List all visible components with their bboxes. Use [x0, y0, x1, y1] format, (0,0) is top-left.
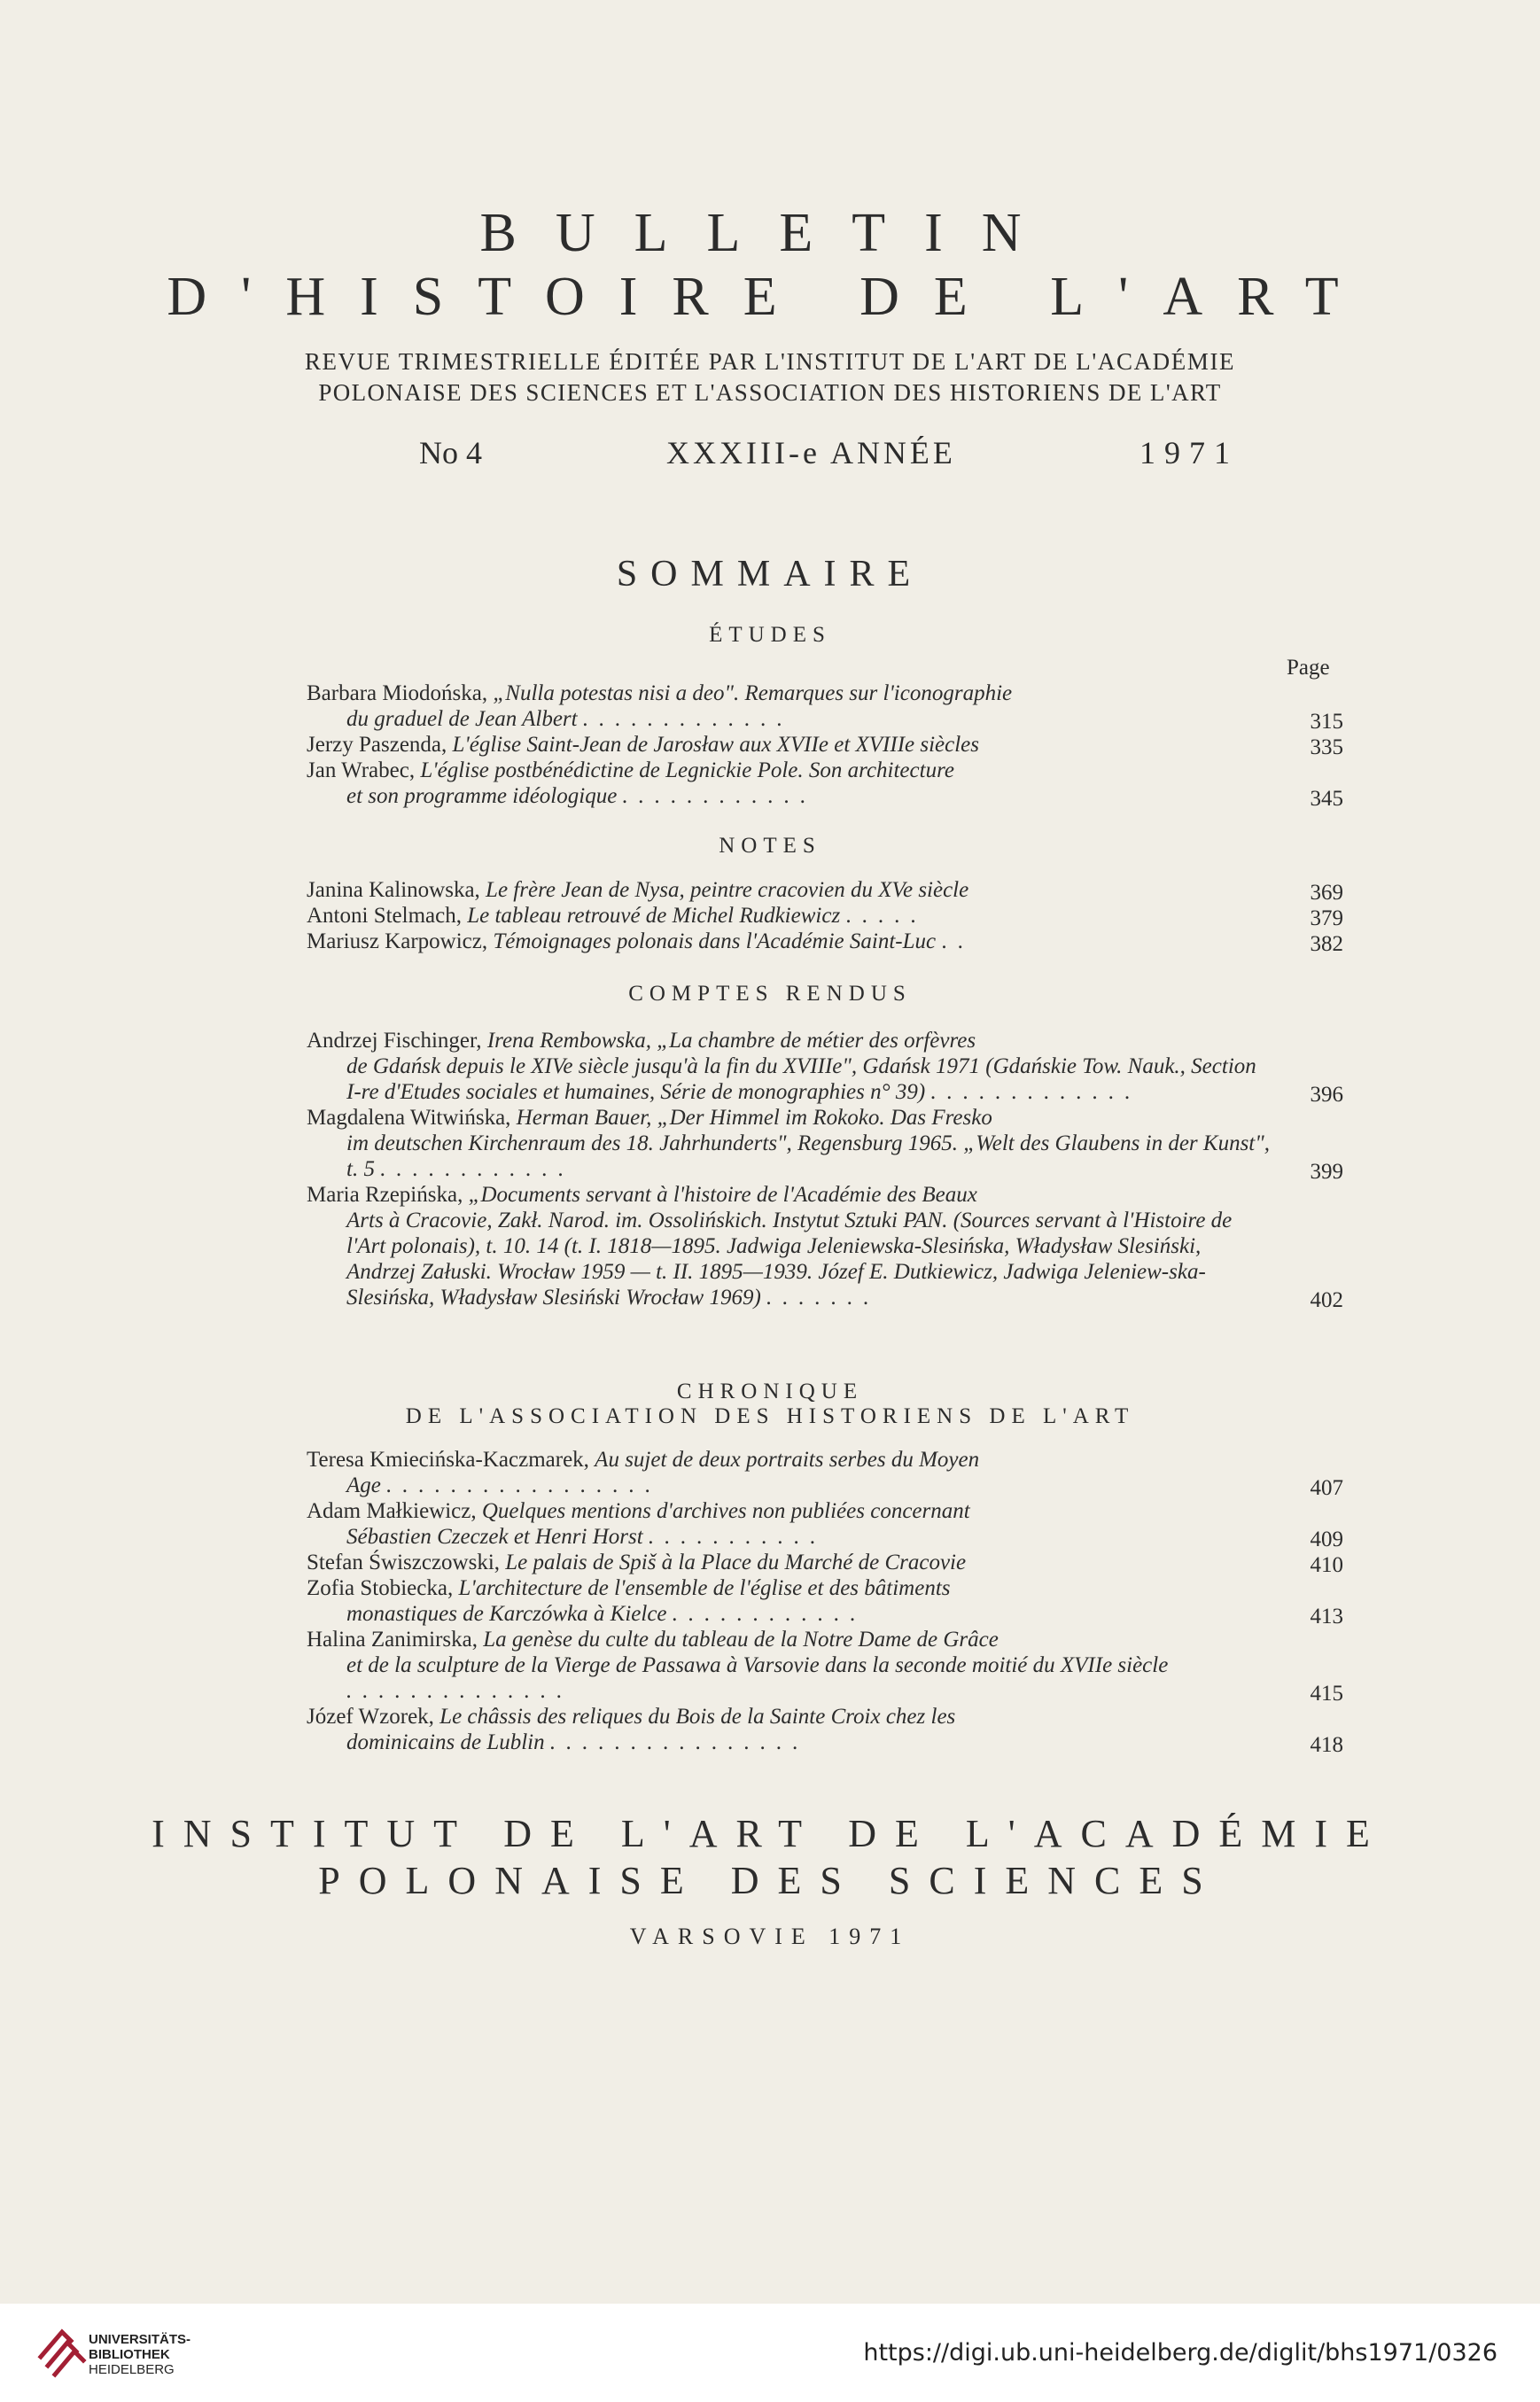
- entry-title-continued: dominicains de Lublin: [346, 1730, 545, 1754]
- journal-title: BULLETIN: [479, 203, 1061, 263]
- entry-author: Jerzy Paszenda,: [307, 733, 447, 757]
- entry-author: Adam Małkiewicz,: [307, 1499, 477, 1523]
- toc-entry[interactable]: Adam Małkiewicz, Quelques mentions d'archives non publiées concernant Sébastien Czeczek et Henri Horst ........... 409: [307, 1499, 1343, 1551]
- entry-page: 335: [1310, 735, 1343, 759]
- entry-title-continued: du graduel de Jean Albert: [346, 707, 578, 731]
- section-heading-comptes-rendus: COMPTES RENDUS: [628, 982, 912, 1006]
- toc-entry[interactable]: Maria Rzepińska, „Documents servant à l'histoire de l'Académie des Beaux Arts à Cracovie, Zakł. Narod. im. Ossolińskich. Instytut Sztuki PAN. (Sources servant à l'Histoire de l'Art polonais), t. 10. 14 (t. I. 1818—1895. Jadwiga Jeleniewska-Slesińska, Władysław Slesiński, Andrzej Załuski. Wrocław 1959 — t. II. 1895—1939. Józef E. Dutkiewicz, Jadwiga Jeleniew-ska-Slesińska, Władysław Slesiński Wrocław 1969) ....... 402: [307, 1183, 1343, 1312]
- entry-author: Barbara Miodońska,: [307, 681, 488, 705]
- entry-title-continued: im deutschen Kirchenraum des 18. Jahrhunderts", Regensburg 1965. „Welt des Glaubens in der Kunst", t. 5: [346, 1131, 1270, 1181]
- entry-title: Quelques mentions d'archives non publiées concernant: [481, 1499, 970, 1523]
- entry-page: 418: [1310, 1733, 1343, 1757]
- entry-title: L'église postbénédictine de Legnickie Pole. Son architecture: [420, 758, 954, 782]
- entry-title: „Documents servant à l'histoire de l'Académie des Beaux: [468, 1183, 977, 1207]
- entry-title-continued: de Gdańsk depuis le XIVe siècle jusqu'à la fin du XVIIIe", Gdańsk 1971 (Gdańskie Tow. Nauk., Section I-re d'Etudes sociales et humaines, Série de monographies n° 39): [346, 1054, 1256, 1104]
- toc-entry[interactable]: [307, 1550, 1343, 1575]
- entry-title: Témoignages polonais dans l'Académie Saint-Luc: [493, 929, 937, 953]
- toc-entry[interactable]: Zofia Stobiecka, L'architecture de l'ensemble de l'église et des bâtiments monastiques de Karczówka à Kielce ............ 413: [307, 1576, 1343, 1629]
- entry-page: 413: [1310, 1605, 1343, 1629]
- entry-title: La genèse du culte du tableau de la Notre Dame de Grâce: [483, 1628, 999, 1652]
- entry-author: Mariusz Karpowicz,: [307, 929, 488, 953]
- entry-title-continued: monastiques de Karczówka à Kielce: [346, 1602, 667, 1626]
- toc-entry[interactable]: [307, 732, 1343, 758]
- issue-date: 1971: [1139, 435, 1239, 470]
- journal-title-line2: D'HISTOIRE DE L'ART: [167, 267, 1373, 327]
- entry-title-continued: et son programme idéologique: [346, 784, 618, 808]
- entry-page: 399: [1310, 1160, 1343, 1184]
- library-name-line2: BIBLIOTHEK: [89, 2347, 170, 2362]
- entry-title: Herman Bauer, „Der Himmel im Rokoko. Das Fresko: [516, 1106, 992, 1130]
- entry-author: Janina Kalinowska,: [307, 878, 480, 902]
- entry-page: 409: [1310, 1527, 1343, 1551]
- toc-entry[interactable]: Mariusz Karpowicz, Témoignages polonais dans l'Académie Saint-Luc .. 382: [307, 929, 1343, 956]
- toc-entry[interactable]: Jan Wrabec, L'église postbénédictine de Legnickie Pole. Son architecture et son programme idéologique ............ 345: [307, 758, 1343, 811]
- entry-author: Jan Wrabec,: [307, 758, 416, 782]
- entry-page: 396: [1310, 1083, 1343, 1107]
- entry-author: Stefan Świszczowski,: [307, 1551, 501, 1574]
- entry-title: L'église Saint-Jean de Jarosław aux XVIIe et XVIIIe siècles: [452, 733, 980, 757]
- publisher-line1: INSTITUT DE L'ART DE L'ACADÉMIE: [152, 1812, 1388, 1855]
- entry-title: Irena Rembowska, „La chambre de métier des orfèvres: [486, 1029, 976, 1053]
- entry-author: Zofia Stobiecka,: [307, 1576, 454, 1600]
- toc-comptes-rendus: [307, 1028, 1343, 1310]
- toc-chronique: [307, 1447, 1343, 1755]
- publisher-line2: POLONAISE DES SCIENCES: [318, 1859, 1222, 1902]
- entry-page: 402: [1310, 1288, 1343, 1312]
- toc-entry[interactable]: Andrzej Fischinger, Irena Rembowska, „La chambre de métier des orfèvres de Gdańsk depuis le XIVe siècle jusqu'à la fin du XVIIIe", Gdańsk 1971 (Gdańskie Tow. Nauk., Section I-re d'Etudes sociales et humaines, Série de monographies n° 39) ............. 396: [307, 1029, 1343, 1107]
- entry-title-continued: et de la sculpture de la Vierge de Passawa à Varsovie dans la seconde moitié du XVIIe siècle: [346, 1653, 1169, 1677]
- entry-author: Józef Wzorek,: [307, 1705, 434, 1729]
- entry-title: Au sujet de deux portraits serbes du Moyen: [595, 1448, 980, 1472]
- entry-author: Magdalena Witwińska,: [307, 1106, 511, 1130]
- entry-page: 415: [1310, 1682, 1343, 1706]
- entry-title: Le palais de Spiš à la Place du Marché de Cracovie: [505, 1551, 967, 1574]
- entry-title: Le frère Jean de Nysa, peintre cracovien du XVe siècle: [486, 878, 969, 902]
- toc-entry[interactable]: Magdalena Witwińska, Herman Bauer, „Der Himmel im Rokoko. Das Fresko im deutschen Kirchenraum des 18. Jahrhunderts", Regensburg 1965. „Welt des Glaubens in der Kunst", t. 5 ............ 399: [307, 1106, 1343, 1184]
- toc-entry[interactable]: Antoni Stelmach, Le tableau retrouvé de Michel Rudkiewicz ..... 379: [307, 904, 1343, 930]
- entry-author: Halina Zanimirska,: [307, 1628, 478, 1652]
- entry-author: Teresa Kmiecińska-Kaczmarek,: [307, 1448, 589, 1472]
- entry-author: Andrzej Fischinger,: [307, 1029, 482, 1053]
- entry-author: Maria Rzepińska,: [307, 1183, 463, 1207]
- library-name: [89, 2332, 191, 2377]
- library-name-line1: UNIVERSITÄTS-: [89, 2332, 191, 2347]
- journal-subtitle-line2: POLONAISE DES SCIENCES ET L'ASSOCIATION DES HISTORIENS DE L'ART: [318, 379, 1222, 406]
- section-heading-etudes: ÉTUDES: [709, 623, 831, 647]
- section-heading-notes: NOTES: [719, 834, 821, 858]
- issue-number: No 4: [419, 435, 482, 470]
- toc-entry[interactable]: Halina Zanimirska, La genèse du culte du tableau de la Notre Dame de Grâce et de la sculpture de la Vierge de Passawa à Varsovie dans la seconde moitié du XVIIe siècle .............. 415: [307, 1628, 1343, 1706]
- entry-title: Le tableau retrouvé de Michel Rudkiewicz: [467, 904, 841, 928]
- entry-page: 369: [1310, 881, 1343, 905]
- footer-bar: [0, 2304, 1540, 2402]
- toc-etudes: [307, 680, 1343, 809]
- entry-title-continued: Arts à Cracovie, Zakł. Narod. im. Ossolińskich. Instytut Sztuki PAN. (Sources servant à l'Histoire de l'Art polonais), t. 10. 14 (t. I. 1818—1895. Jadwiga Jeleniewska-Slesińska, Władysław Slesiński, Andrzej Załuski. Wrocław 1959 — t. II. 1895—1939. Józef E. Dutkiewicz, Jadwiga Jeleniew-ska-Slesińska, Władysław Slesiński Wrocław 1969): [346, 1209, 1233, 1310]
- toc-entry[interactable]: Józef Wzorek, Le châssis des reliques du Bois de la Sainte Croix chez les dominicains de Lublin ................ 418: [307, 1705, 1343, 1757]
- section-heading-chronique-line2: DE L'ASSOCIATION DES HISTORIENS DE L'ART: [405, 1404, 1135, 1428]
- section-heading-chronique: CHRONIQUE: [676, 1380, 864, 1403]
- entry-title: Le châssis des reliques du Bois de la Sainte Croix chez les: [439, 1705, 956, 1729]
- toc-entry[interactable]: Barbara Miodońska, „Nulla potestas nisi a deo". Remarques sur l'iconographie du graduel de Jean Albert ............. 315: [307, 681, 1343, 734]
- entry-title-continued: Sébastien Czeczek et Henri Horst: [346, 1525, 643, 1549]
- entry-page: 410: [1310, 1553, 1343, 1577]
- publisher-place: VARSOVIE 1971: [629, 1924, 911, 1949]
- source-url-link[interactable]: https://digi.ub.uni-heidelberg.de/diglit/bhs1971/0326: [863, 2339, 1497, 2367]
- page-column-label: Page: [1287, 656, 1330, 680]
- entry-page: 315: [1310, 710, 1343, 734]
- entry-page: 382: [1310, 932, 1343, 956]
- issue-year: XXXIII-e ANNÉE: [666, 435, 956, 470]
- entry-title: „Nulla potestas nisi a deo". Remarques sur l'iconographie: [493, 681, 1013, 705]
- entry-title-continued: Age: [346, 1473, 381, 1497]
- entry-author: Antoni Stelmach,: [307, 904, 462, 928]
- library-logo-icon: [35, 2325, 89, 2380]
- entry-page: 345: [1310, 787, 1343, 811]
- toc-notes: [307, 877, 1343, 954]
- journal-subtitle-line1: REVUE TRIMESTRIELLE ÉDITÉE PAR L'INSTITUT DE L'ART DE L'ACADÉMIE: [304, 348, 1236, 375]
- toc-entry[interactable]: [307, 877, 1343, 903]
- library-name-line3: HEIDELBERG: [89, 2362, 175, 2377]
- toc-entry[interactable]: Teresa Kmiecińska-Kaczmarek, Au sujet de deux portraits serbes du Moyen Age ................. 407: [307, 1448, 1343, 1500]
- sommaire-heading: SOMMAIRE: [616, 554, 924, 595]
- entry-title: L'architecture de l'ensemble de l'église et des bâtiments: [458, 1576, 951, 1600]
- entry-page: 407: [1310, 1476, 1343, 1500]
- entry-page: 379: [1310, 906, 1343, 930]
